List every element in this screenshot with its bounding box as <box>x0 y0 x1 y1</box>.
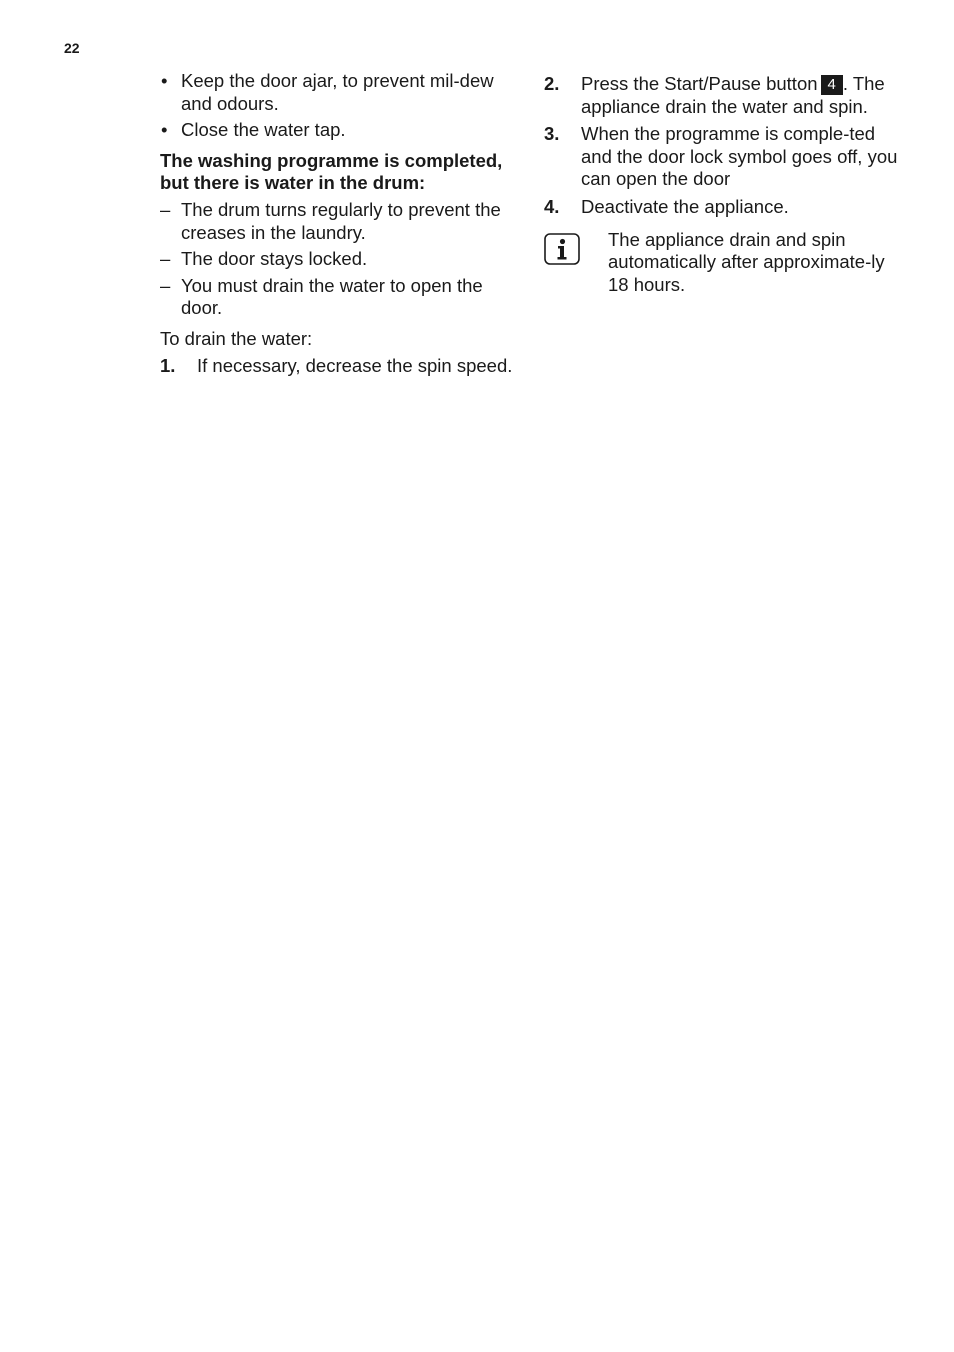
step-number: 3. <box>544 123 560 145</box>
bullet-item <box>160 70 520 115</box>
info-icon <box>544 233 580 265</box>
left-column <box>160 70 520 382</box>
dash-text: The drum turns regularly to prevent the creases in the laundry. <box>181 198 501 243</box>
note-text: The appliance drain and spin automatically after approximate-ly 18 hours. <box>608 228 885 295</box>
drain-intro: To drain the water: <box>160 327 313 349</box>
dash-text: You must drain the water to open the door. <box>181 274 483 319</box>
start-pause-key-badge: 4 <box>821 75 843 95</box>
step-text: Deactivate the appliance. <box>581 195 789 217</box>
dash-marker: – <box>160 198 171 220</box>
bullet-item <box>160 119 520 142</box>
dash-marker: – <box>160 274 171 296</box>
step-1 <box>160 355 520 378</box>
step-text-continued: . The appliance drain the water and spin. <box>581 73 885 117</box>
step-3 <box>544 123 904 191</box>
section-heading: The washing programme is completed, but there is water in the drum: <box>160 149 503 194</box>
step-4 <box>544 196 904 219</box>
step-number: 2. <box>544 73 560 94</box>
step-text: If necessary, decrease the spin speed. <box>197 354 513 376</box>
dash-item <box>160 275 520 320</box>
page-number: 22 <box>64 40 80 56</box>
bullet-text: Keep the door ajar, to prevent mil-dew and odours. <box>181 70 494 114</box>
info-note <box>544 229 904 297</box>
dash-marker: – <box>160 248 171 270</box>
step-number: 4. <box>544 195 560 217</box>
dash-item <box>160 248 520 271</box>
right-column <box>544 73 904 296</box>
dash-text: The door stays locked. <box>181 248 368 270</box>
step-2 <box>544 73 904 118</box>
bullet-text: Close the water tap. <box>181 119 346 141</box>
dash-item <box>160 199 520 244</box>
bullet-marker: • <box>161 70 168 91</box>
step-text: When the programme is comple-ted and the door lock symbol goes off, you can open the door <box>581 123 898 190</box>
step-text: Press the Start/Pause button <box>581 73 818 94</box>
step-number: 1. <box>160 354 176 376</box>
bullet-marker: • <box>161 119 168 141</box>
